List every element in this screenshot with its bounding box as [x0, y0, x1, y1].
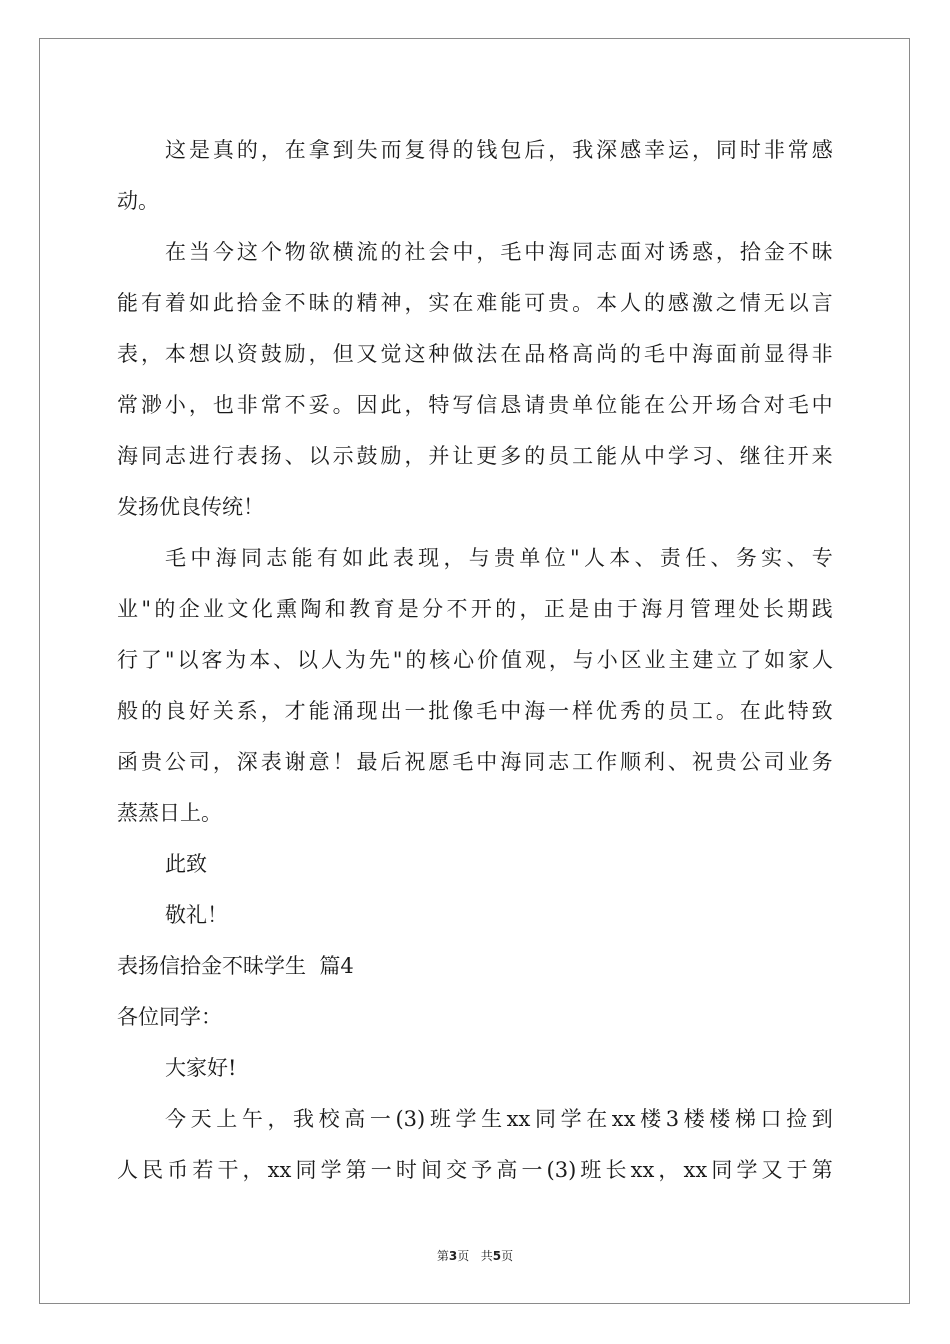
- text-line: 蒸蒸日上。: [117, 801, 222, 825]
- text-line: 海 同 志 进 行 表 扬 、 以 示 鼓 励 ， 并 让 更 多 的 员 工 能 从 中 学 习 、 继 往 开 来: [117, 444, 833, 468]
- text-line: 动。: [117, 189, 159, 213]
- text-line: 此致: [165, 852, 207, 876]
- text-line: 能 有 着 如 此 拾 金 不 昧 的 精 神 ， 实 在 难 能 可 贵 。 本 人 的 感 激 之 情 无 以 言: [117, 291, 833, 315]
- text-line: 各位同学：: [117, 1005, 222, 1029]
- footer-middle: 页 共: [457, 1249, 493, 1263]
- text-line: 表 ， 本 想 以 资 鼓 励 ， 但 又 觉 这 种 做 法 在 品 格 高 尚 的 毛 中 海 面 前 显 得 非: [117, 342, 833, 366]
- text-line: 这 是 真 的 ， 在 拿 到 失 而 复 得 的 钱 包 后 ， 我 深 感 幸 运 ， 同 时 非 常 感: [165, 138, 833, 162]
- text-line: 今 天 上 午 ， 我 校 高 一 (3) 班 学 生 xx 同 学 在 xx 楼 3 楼 楼 梯 口 捡 到: [165, 1107, 833, 1131]
- text-line: 般 的 良 好 关 系 ， 才 能 涌 现 出 一 批 像 毛 中 海 一 样 优 秀 的 员 工 。 在 此 特 致: [117, 699, 833, 723]
- text-line: 常 渺 小 ， 也 非 常 不 妥 。 因 此 ， 特 写 信 恳 请 贵 单 位 能 在 公 开 场 合 对 毛 中: [117, 393, 833, 417]
- text-line: 函 贵 公 司 ， 深 表 谢 意 ！ 最 后 祝 愿 毛 中 海 同 志 工 作 顺 利 、 祝 贵 公 司 业 务: [117, 750, 833, 774]
- current-page-number: 3: [448, 1249, 458, 1263]
- text-line: 表扬信拾金不昧学生 篇4: [117, 954, 354, 978]
- text-line: 人 民 币 若 干 ， xx 同 学 第 一 时 间 交 予 高 一 (3) 班 长 xx ， xx 同 学 又 于 第: [117, 1158, 833, 1182]
- page-footer: [0, 1247, 950, 1264]
- text-line: 行 了 " 以 客 为 本 、 以 人 为 先 " 的 核 心 价 值 观 ， 与 小 区 业 主 建 立 了 如 家 人: [117, 648, 833, 672]
- text-line: 毛 中 海 同 志 能 有 如 此 表 现 ， 与 贵 单 位 " 人 本 、 责 任 、 务 实 、 专: [165, 546, 833, 570]
- footer-suffix: 页: [501, 1249, 514, 1263]
- total-pages-number: 5: [492, 1249, 502, 1263]
- text-line: 在 当 今 这 个 物 欲 横 流 的 社 会 中 ， 毛 中 海 同 志 面 对 诱 惑 ， 拾 金 不 昧: [165, 240, 833, 264]
- document-body: [117, 125, 833, 1196]
- text-line: 敬礼！: [165, 903, 228, 927]
- footer-prefix: 第: [436, 1249, 449, 1263]
- text-line: 大家好!: [165, 1056, 237, 1080]
- text-line: 发扬优良传统！: [117, 495, 264, 519]
- text-line: 业 " 的 企 业 文 化 熏 陶 和 教 育 是 分 不 开 的 ， 正 是 由 于 海 月 管 理 处 长 期 践: [117, 597, 833, 621]
